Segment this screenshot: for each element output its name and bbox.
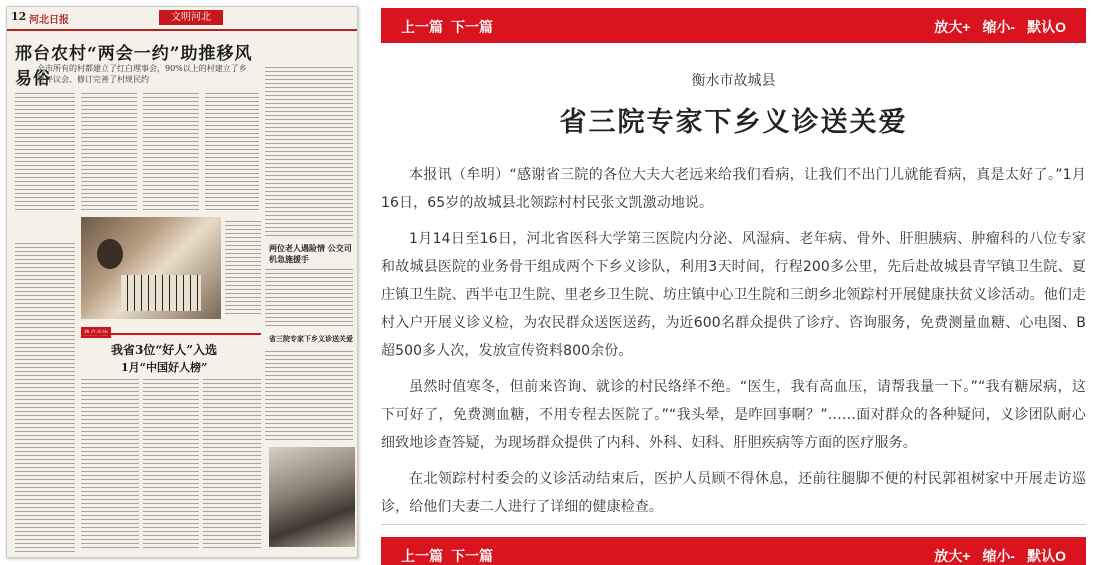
article-paragraph: 在北领踪村村委会的义诊活动结束后，医护人员顾不得休息，还前往腿脚不便的村民郭祖树家中开展走访巡诊，给他们夫妻二人进行了详细的健康检查。 (381, 471, 1086, 515)
newspaper-page-image[interactable] (6, 6, 358, 558)
newspaper-masthead (7, 7, 357, 31)
zoom-in-button-bottom[interactable]: 放大+ (934, 548, 971, 564)
newspaper-text-column (15, 243, 75, 553)
newspaper-photo-children-chess (81, 217, 221, 319)
newspaper-related-article-headline[interactable]: 省三院专家下乡义诊送关爱 (269, 334, 353, 343)
article-toolbar-bottom (381, 537, 1086, 565)
article-kicker: 衡水市故城县 (691, 73, 776, 89)
newspaper-text-column (265, 269, 353, 329)
next-article-link[interactable]: 下一篇 (451, 19, 493, 35)
newspaper-feature-box[interactable] (81, 333, 261, 377)
newspaper-text-column (15, 93, 75, 213)
newspaper-feature-headline-line2: 1月“中国好人榜” (121, 361, 208, 374)
newspaper-text-column (265, 67, 353, 237)
zoom-out-button[interactable]: 缩小- (982, 19, 1016, 35)
article-nav-bottom (401, 546, 493, 565)
zoom-in-button[interactable]: 放大+ (934, 19, 971, 35)
newspaper-text-column (265, 351, 353, 443)
article-body (381, 161, 1086, 529)
newspaper-subhead: 全市所有的村都建立了红白理事会，90%以上的村建立了乡贤评议会、修订完善了村规民约 (37, 64, 247, 84)
newspaper-logo: 河北日报 (29, 15, 69, 26)
newspaper-text-column (81, 379, 139, 551)
newspaper-page-number: 12 (11, 10, 27, 23)
article-title: 省三院专家下乡义诊送关爱 (559, 107, 908, 138)
newspaper-text-column (205, 93, 259, 211)
newspaper-text-column (143, 379, 199, 551)
default-size-button-bottom[interactable]: 默认O (1027, 548, 1066, 564)
newspaper-feature-headline-line1: 我省3位“好人”入选 (111, 343, 218, 357)
newspaper-headline[interactable]: 邢台农村“两会一约”助推移风易俗 (15, 44, 253, 89)
article-reader (381, 8, 1086, 565)
newspaper-text-column (225, 221, 261, 317)
article-toolbar-top (381, 8, 1086, 43)
newspaper-side-headline[interactable]: 两位老人遇险情 公交司机急施援手 (269, 243, 352, 264)
newspaper-feature-tag: 热点关注 (81, 327, 111, 338)
newspaper-section-label: 文明河北 (159, 10, 223, 25)
font-size-controls (934, 17, 1066, 37)
article-divider (381, 524, 1086, 525)
newspaper-photo-clinic (269, 447, 355, 547)
zoom-out-button-bottom[interactable]: 缩小- (982, 548, 1016, 564)
newspaper-text-column (143, 93, 199, 211)
article-paragraph: 虽然时值寒冬，但前来咨询、就诊的村民络绎不绝。“医生，我有高血压，请帮我量一下。”“我有糖尿病，这下可好了，免费测血糖，不用专程去医院了。”“我头晕，是咋回事啊？”……面对群众的各种疑问，义诊团队耐心细致地诊查答疑，为现场群众提供了内科、外科、妇科、肝胆疾病等方面的医疗服务。 (381, 379, 1086, 451)
newspaper-text-column (203, 379, 261, 551)
prev-article-link-bottom[interactable]: 上一篇 (401, 548, 443, 564)
next-article-link-bottom[interactable]: 下一篇 (451, 548, 493, 564)
article-nav (401, 17, 493, 37)
article-paragraph: 本报讯（牟明）“感谢省三院的各位大夫大老远来给我们看病，让我们不出门儿就能看病，真是太好了。”1月16日，65岁的故城县北领踪村村民张文凯激动地说。 (381, 167, 1086, 211)
font-size-controls-bottom (934, 546, 1066, 565)
article-paragraph: 1月14日至16日，河北省医科大学第三医院内分泌、风湿病、老年病、骨外、肝胆胰病、肿瘤科的八位专家和故城县医院的业务骨干组成两个下乡义诊队，利用3天时间，行程200多公里，先后赴故城县青罕镇卫生院、夏庄镇卫生院、西半屯卫生院、里老乡卫生院、坊庄镇中心卫生院和三朗乡北领踪村开展健康扶贫义诊活动。他们走村入户开展义诊义检，为农民群众送医送药，为近600名群众提供了诊疗、咨询服务，免费测量血糖、心电图、B超500多人次，发放宣传资料800余份。 (381, 231, 1086, 359)
default-size-button[interactable]: 默认O (1027, 19, 1066, 35)
newspaper-text-column (81, 93, 137, 211)
prev-article-link[interactable]: 上一篇 (401, 19, 443, 35)
